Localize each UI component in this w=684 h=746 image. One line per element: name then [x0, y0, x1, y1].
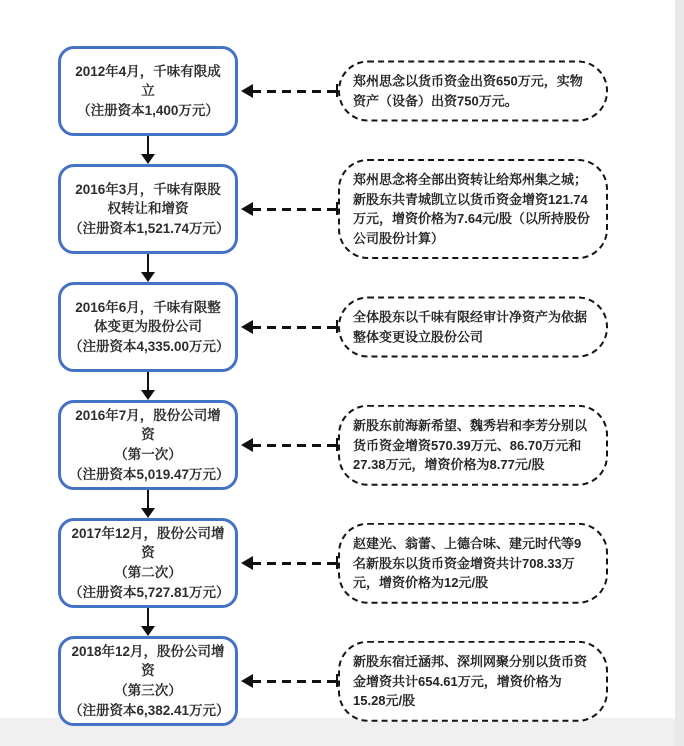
timeline-row — [0, 636, 684, 726]
timeline-row — [0, 282, 684, 400]
dashed-connector — [241, 46, 338, 136]
event-box — [58, 46, 238, 136]
event-box — [58, 282, 238, 372]
note-box — [338, 297, 608, 358]
event-title: 2016年7月，股份公司增资 — [75, 407, 221, 443]
note-text: 新股东前海新希望、魏秀岩和李芳分别以货币资金增资570.39万元、86.70万元和27.38万元，增资价格为8.77元/股 — [353, 417, 588, 472]
event-box — [58, 636, 238, 726]
note-text: 郑州思念将全部出资转让给郑州集之城；新股东共青城凯立以货币资金增资121.74万元，增资价格为7.64元/股（以所持股份公司股份计算） — [353, 172, 590, 246]
dashed-connector — [241, 164, 338, 254]
note-text: 全体股东以千味有限经审计净资产为依据整体变更设立股份公司 — [353, 309, 588, 344]
event-title: 2012年4月，千味有限成立 — [75, 63, 221, 99]
event-title: 2016年6月，千味有限整体变更为股份公司 — [75, 299, 221, 335]
down-arrow-icon — [140, 254, 156, 282]
dashed-connector — [241, 636, 338, 726]
capital-evolution-flowchart — [0, 46, 684, 726]
dashed-connector — [241, 518, 338, 608]
event-box — [58, 518, 238, 608]
down-arrow-icon — [140, 136, 156, 164]
note-box — [338, 61, 608, 122]
timeline-row — [0, 400, 684, 518]
down-arrow-icon — [140, 372, 156, 400]
event-capital: （注册资本5,727.81万元） — [69, 584, 230, 600]
event-round: （第二次） — [114, 565, 182, 580]
event-capital: （注册资本4,335.00万元） — [69, 338, 230, 354]
event-box — [58, 164, 238, 254]
note-text: 新股东宿迁涵邦、深圳网聚分别以货币资金增资共计654.61万元，增资价格为15.28元/股 — [353, 653, 588, 708]
dashed-line — [252, 444, 336, 447]
dashed-line — [252, 208, 336, 211]
note-text: 郑州思念以货币资金出资650万元，实物资产（设备）出资750万元。 — [353, 73, 583, 108]
timeline-row — [0, 518, 684, 636]
event-box — [58, 400, 238, 490]
event-title: 2017年12月，股份公司增资 — [71, 525, 225, 561]
dashed-line — [252, 562, 336, 565]
timeline-row — [0, 46, 684, 164]
note-box — [338, 159, 608, 259]
note-box — [338, 641, 608, 722]
note-text: 赵建光、翁蕾、上德合味、建元时代等9名新股东以货币资金增资共计708.33万元，增资价格为12元/股 — [353, 535, 582, 590]
down-arrow-icon — [140, 608, 156, 636]
dashed-line — [252, 90, 336, 93]
event-capital: （注册资本6,382.41万元） — [69, 702, 230, 718]
event-capital: （注册资本1,521.74万元） — [69, 220, 230, 236]
note-box — [338, 405, 608, 486]
event-capital: （注册资本1,400万元） — [77, 102, 219, 118]
dashed-connector — [241, 400, 338, 490]
event-capital: （注册资本5,019.47万元） — [69, 466, 230, 482]
event-round: （第三次） — [114, 683, 182, 698]
note-box — [338, 523, 608, 604]
dashed-line — [252, 680, 336, 683]
event-title: 2018年12月，股份公司增资 — [71, 643, 225, 679]
timeline-row — [0, 164, 684, 282]
event-title: 2016年3月，千味有限股权转让和增资 — [75, 181, 221, 217]
event-round: （第一次） — [114, 447, 182, 462]
dashed-connector — [241, 282, 338, 372]
dashed-line — [252, 326, 336, 329]
down-arrow-icon — [140, 490, 156, 518]
